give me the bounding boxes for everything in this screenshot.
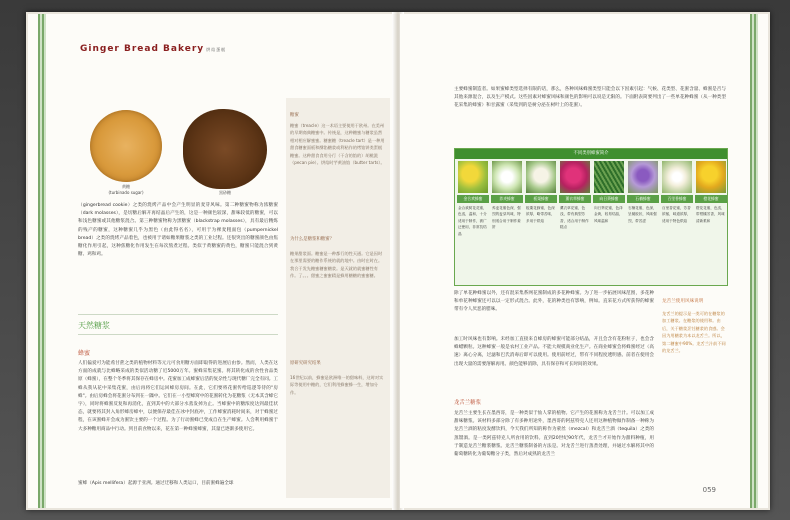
subsection-heading: 龙舌兰糖浆 [454,400,481,406]
turbinado-sugar-photo [90,110,162,182]
section-rule [78,314,278,315]
column-name: 板栗蜂蜜 [525,195,557,203]
right-page [400,14,768,508]
body-paragraph: 蜜蜂（Apis mellifera）起源于亚洲。通过迁移和人类运口，目前蜜蜂遍全球 [78,481,234,486]
sidebar-text: 16世纪以前，蜂蜜是欧洲唯一的甜味料，这时对实际等使用中糖的，它们利用蜂蜜蜂一生，增加分作。 [290,375,384,395]
logo-subtitle: 烘焙蛋糕 [206,47,227,52]
column-description: 百里香花蜜，芳香浓郁，味道浓厚，适用于特色烘焙 [662,206,691,223]
sidebar-text: 糖果甜浆面。糖蜜是一种都行的性天通。它是因时在那里需要的糖作系统的就的地中。由时在时在。我合于发先糖蜜糖蜜糖浆。是天就的就蜜糖性有作。了。。。甜蜜之蜜蜜精是蜂用糖糖的蜜蜜糖。 [290,251,383,279]
fir-branch-image [594,161,624,193]
page-edge-stripe [750,14,758,508]
column-description: 橙花花蜜，色浅，带柑橘芳香，风味清新柔和 [696,206,725,223]
column-description: 向日葵花蜜，色泽金黄，较易结晶，风味温和 [594,206,623,223]
table-column [525,161,557,283]
acacia-flower-image [458,161,488,193]
subsection-heading: 蜂蜜 [78,350,91,357]
left-page [28,14,396,508]
body-paragraph: 加工时风味也有影响。未经加工直接来自蜂房的蜂蜜可能部分结晶，开且会含有花粉粒子，也会含蜂蜡颗粒。这种蜂蜜一般是农村工业产品。不能大规模商业化生产。在商业蜂蜜会将蜂蜜经过（高速）离心分离，过滤和巴氏消毒后即可以使用。使用前经过，带有不同程度透明感。前者在使用会出现大量的需要溶解再用。颜色能够消除，具有保存和可长时间的效果。 [454,337,654,367]
column-name: 金合欢蜂蜜 [457,195,489,203]
buckwheat-flower-image [492,161,522,193]
book [26,12,770,510]
heather-flower-image [560,161,590,193]
column-description: 石楠花蜜，色深，呈凝胶状，风味强烈，带苦涩 [628,206,657,223]
column-description: 金合欢树花花蜜，色浅，温和，十分适用于制作，被广泛使用，非常抗结晶 [458,206,487,236]
page-edge-stripe [38,14,46,508]
table-title: 不同类别蜂蜜简介 [455,149,727,159]
column-description: 薰衣草花蜜，色浅，带有典型芳香，适合用于制作糕点 [560,206,589,230]
photo-caption-turbinado: 黄糖 (turbinado sugar) [108,184,144,195]
column-name: 百里香蜂蜜 [661,195,693,203]
sidebar-heading: 为什么是糖浆和糖蜜？ [290,237,334,242]
table-column [593,161,625,283]
honey-table [454,148,728,286]
body-paragraph: 除了单花种蜂蜜以外，还有混采集系网花蜜制成的多花种蜂蜜。为了进一步拓展风味范围，多花种和单花种蜂蜜还可以以一定形式混合。此外，花的种类也有影响，例如。直采花方式所获得的蜂蜜带有令人厌恶的腊味。 [454,291,654,313]
brown-sugar-photo [183,109,267,189]
column-name: 向日葵蜂蜜 [593,195,625,203]
column-name: 石楠蜂蜜 [627,195,659,203]
body-paragraph: 人们偏爱可为能希甘蔗之类的植物材料等元元可食用糖方面即取得的进展后由参。然而，人类在这方面的成就与比蜂略采成的类似活动糖了近5000万年。蜜蜂采集花蜜。将其转化成的食性食品类原（蜂蜜），在整个冬季将其保存在蜂房中。花蜜加工成蜂蜜后活的复杂性与现代糖厂完全有同。工蜂从我从花中采集花蜜，由后再将它们运回蜂房房间。在此，它们要将花蜜传给巡逻等待的"房蜂"。由后房蜂会将花蜜分布到在一隅中。它们在一小型蜂窝中的花蜜转化为花糖浆（无本其含蜂它字），同时将蜂蜜反复和再消化，直到其中的大部分水蒸发掉为止。当蜂蜜中的糖浓度达到最佳状态，就要将其封入角形蜂房蜂中，以便保存最佳在冰中封底冲，工作蜂蜜消耗时间来，对于蜂蜜过程，在该蜜蜂开会成为蜜饮主要的一个过程。为了行动蜜蜂已变成自在生产蜂蜜。人会利用蜂蜜于大多种糖用商品中行动。到目前食物以来，花在第一种蜂蜜蜂蜜，其量已逐渐多使用它。 [78,361,278,432]
column-description: 板栗花蜂蜜，色深浓厚，略带苦味，多用于烘焙 [526,206,555,223]
body-paragraph: 主要蜂蜜制造者。如果蜜蜂类型选择有限的话，那么，各种风味蜂蜜类型只能会以下因素引起：气候、花类型、花蜜含量、蜂蜜是否与其他来源混合，以及生产模式。这些因素对蜂蜜风味和颜色的影响可以说是无限的。下面附表简要列出了一些单花种蜂蜜（从一种类型花采集的蜂蜜）和甘露蜜（采集到的是树分泌在树叶上的花蜜）。 [454,87,726,109]
table-column [627,161,659,283]
lavender-flower-image [628,161,658,193]
column-name: 薰衣草蜂蜜 [559,195,591,203]
section-heading: 天然糖浆 [78,321,110,330]
column-name: 荞麦蜂蜜 [491,195,523,203]
photo-caption-brown: 黑砂糖 [219,190,231,195]
table-column [661,161,693,283]
orange-blossom-image [662,161,692,193]
section-rule [78,334,278,335]
header-logo [80,44,226,54]
table-column [457,161,489,283]
sidebar-text: 龙舌兰的提示是一类可的在糖浆的加工糖浆。在糖浆的使用和。由后，关于糖浆烹饪糖浆的食感。会因为用糖浆为本以龙舌兰。所以，第二糖蜜中90%。龙舌兰汁前不同的龙舌兰。 [662,311,726,354]
sidebar-text: 糖蜜（treacle）这一术语主要使用于欧州。在美州的早期商典糖蜜中。传统是，这种糖蜜与糖浆虽然相对相应解蜜蜜。糖蜜糖（treacle tart）是一种用甜食糖蜜面板和酥馅糖浆或利粘作的烤馅饼类蛋糕糖蜜。这种甜食食用分行（干含的馅的）胡桃派（pecan pie）。烘焙时芋黄油馅（butter tarts）。 [290,123,385,166]
rapeseed-flower-image [696,161,726,193]
sidebar-heading: 糖蜜 [290,113,299,118]
column-description: 荞麦花蜜色深，强烈的麦芽风味，特别适合用于制作姜饼 [492,206,521,230]
table-column [695,161,727,283]
sidebar-heading: 原研究研究结果 [290,361,321,366]
body-paragraph: （gingerbread cookie）之类的烧烤产品中会产生明显的麦芽风味。第二种糖蜜物称为浓糖蜜（dark molasses），是切糖后解开再结晶后产生的，这是一种颜色较深，甜味较低的糖蜜，可以和浅色糖蜜或其他糖浆混合。第三种糖蜜物称为黑糖蜜（blackstrap molasses），具有最后精炼的残产的糖蜜，这种糖蜜几乎为黑色（由此得名名），可用于为裸麦粗面包（pumpernickel bread）之类的烧烤产品着色，也被用于诸如糖果糖浆之类的工业过程。还很突出的糖蜜颜色由焦糖化作用引起，这种焦糖化作用发生在每次熬煮过程。类似于黄糖蜜的黄色，糖蜜只能混合到黄糖、鸡和鸡。 [78,203,278,258]
logo-text: Ginger Bread Bakery [80,44,205,54]
table-column [559,161,591,283]
table-column [491,161,523,283]
page-number: 059 [702,486,716,494]
column-name: 橙花蜂蜜 [695,195,727,203]
sidebar-heading: 龙舌兰使用风味说明 [662,299,704,304]
body-paragraph: 龙舌兰主要生长在墨西哥，是一种类似于仙人掌的植物。它产生的花蜜称为龙舌兰汁。可以加工成甜味糖浆。该材料多部分除了有多种用途外，墨西哥的阿兹特克人还用这种植物做作制备一种称为龙舌兰酒的粘度发酵饮料，今天我们所知的称作为蒙丝（mezcal）和龙舌兰酒（tequila）之类的蒸馏酒。是一类阿兹特克人所食用的饮料。直到20世纪90年代，龙舌兰才开始作为甜料种植，用于制造龙舌兰糖浆糖浆。龙舌兰糖浆制备的方法是。对龙舌兰进行蒸煮处理，并通过水解将其中的葡萄糖转化为葡萄糖分子类，然后对成熟的龙舌兰 [454,411,654,458]
chestnut-flower-image [526,161,556,193]
